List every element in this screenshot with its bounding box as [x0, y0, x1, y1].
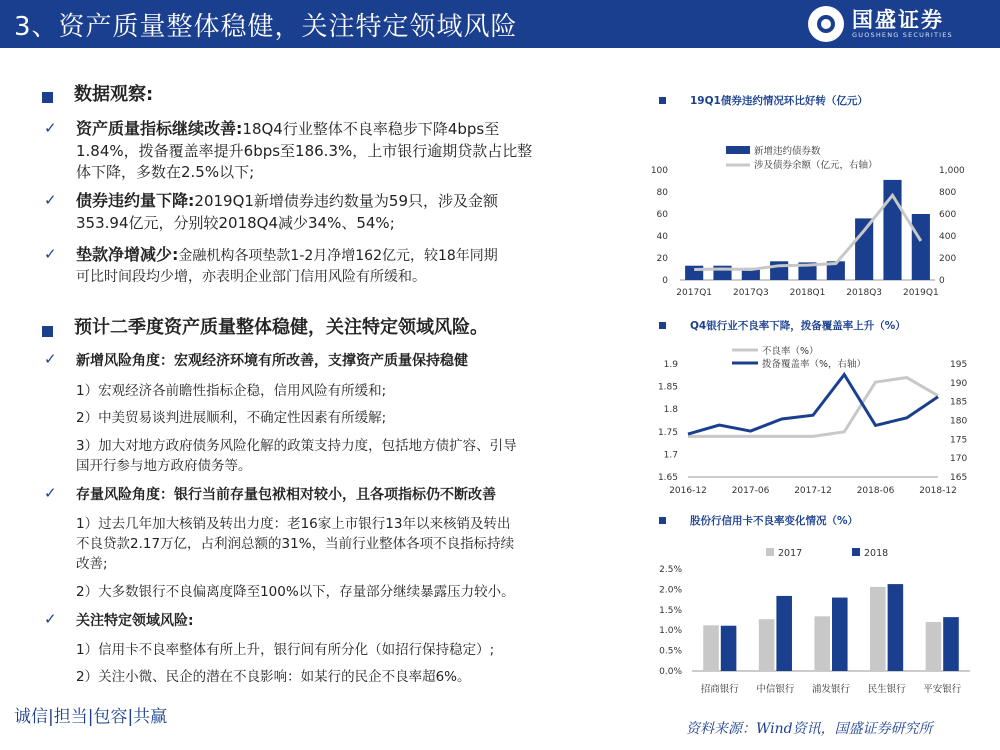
y-tick-label: 0.0%	[659, 667, 682, 677]
chart-credit-card-npl	[640, 540, 980, 700]
legend-label: 新增违约债券数	[754, 146, 821, 157]
y2-tick-label: 185	[950, 397, 968, 408]
y2-tick-label: 600	[939, 210, 957, 220]
list-item: 2）中美贸易谈判进展顺利，不确定性因素有所缓解;	[76, 410, 387, 426]
list-item: 国开行参与地方政府债务等。	[76, 458, 252, 474]
chart2-title: Q4银行业不良率下降，拨备覆盖率上升（%）	[690, 320, 906, 332]
y-tick-label: 1.75	[657, 427, 678, 438]
bullet-bond-default	[76, 191, 498, 212]
section-title-outlook: 预计二季度资产质量整体稳健，关注特定领域风险。	[74, 317, 488, 338]
bar	[943, 617, 959, 671]
legend-label: 2017	[778, 548, 803, 559]
bullet-label: 资产质量指标继续改善:	[76, 119, 243, 138]
bar	[685, 266, 703, 280]
y-tick-label: 2.0%	[659, 585, 682, 596]
y-tick-label: 60	[656, 210, 668, 220]
check-icon: ✓	[44, 245, 57, 263]
bullet-text: 可比时间段均少增，亦表明企业部门信用风险有所缓和。	[76, 269, 426, 285]
legend-swatch	[766, 548, 774, 556]
header-bar	[0, 0, 1000, 48]
y2-tick-label: 190	[950, 378, 968, 389]
bar	[926, 622, 942, 671]
y-tick-label: 1.5%	[659, 605, 682, 616]
bullet-text: 1.84%，拨备覆盖率提升6bps至186.3%，上市银行逾期贷款占比整	[76, 142, 533, 160]
bar	[721, 626, 737, 671]
series-line	[688, 375, 938, 435]
x-tick-label: 民生银行	[867, 684, 906, 695]
bullet-label: 垫款净增减少:	[76, 245, 179, 264]
x-tick-label: 2018-12	[919, 486, 957, 496]
y-tick-label: 1.65	[657, 473, 678, 483]
y2-tick-label: 1,000	[939, 166, 965, 176]
brand-logo	[808, 4, 994, 44]
list-item: 2）大多数银行不良偏离度降至100%以下，存量部分继续暴露压力较小。	[76, 584, 515, 600]
bar	[759, 619, 775, 671]
y2-tick-label: 200	[939, 254, 957, 264]
page-title: 3、资产质量整体稳健，关注特定领域风险	[14, 12, 518, 42]
list-item: 1）宏观经济各前瞻性指标企稳，信用风险有所缓和;	[76, 383, 387, 399]
legend-swatch	[852, 548, 860, 556]
bar	[870, 587, 886, 671]
chart-title-icon	[659, 322, 666, 329]
y-tick-label: 1.7	[663, 450, 678, 461]
y2-tick-label: 175	[950, 435, 968, 446]
subsection-title-new-risk: 新增风险角度：宏观经济环境有所改善，支撑资产质量保持稳健	[76, 353, 468, 369]
x-tick-label: 2016-12	[669, 486, 707, 496]
bar	[912, 214, 930, 280]
list-item: 改善;	[76, 556, 108, 572]
x-tick-label: 2018-06	[856, 486, 895, 496]
legend-label: 不良率（%）	[762, 346, 819, 357]
y-tick-label: 1.85	[657, 382, 678, 393]
section-title-data-observation: 数据观察:	[74, 84, 154, 105]
x-tick-label: 2017Q1	[676, 288, 713, 298]
y2-tick-label: 800	[939, 188, 957, 198]
y2-tick-label: 165	[950, 473, 968, 483]
list-item: 不良贷款2.17万亿，占利润总额的31%，当前行业整体各项不良指标持续	[76, 536, 515, 552]
x-tick-label: 中信银行	[756, 684, 795, 695]
check-icon: ✓	[44, 119, 57, 137]
x-tick-label: 2019Q1	[902, 288, 939, 298]
legend-swatch	[726, 146, 750, 154]
y-tick-label: 40	[656, 232, 668, 242]
chart-bond-default	[640, 140, 980, 305]
x-tick-label: 浦发银行	[811, 684, 851, 695]
y-tick-label: 100	[650, 166, 668, 176]
check-icon: ✓	[44, 484, 57, 502]
footer-source: 资料来源：Wind资讯，国盛证券研究所	[686, 721, 933, 737]
list-item: 1）信用卡不良率整体有所上升，银行间有所分化（如招行保持稳定）;	[76, 642, 495, 658]
x-tick-label: 2017-06	[731, 486, 770, 496]
x-tick-label: 2018Q1	[789, 288, 826, 298]
bullet-text: 18Q4行业整体不良率稳步下降4bps至	[242, 120, 500, 138]
y-tick-label: 0.5%	[659, 646, 682, 657]
footer-slogan: 诚信|担当|包容|共赢	[14, 707, 168, 727]
chart-npl-provision	[640, 338, 980, 500]
x-tick-label: 招商银行	[700, 684, 739, 695]
logo-icon	[808, 6, 844, 42]
legend-label: 拨备覆盖率（%，右轴）	[762, 359, 867, 370]
list-item: 1）过去几年加大核销及转出力度：老16家上市银行13年以来核销及转出	[76, 516, 511, 532]
section-bullet-icon	[42, 92, 53, 103]
y-tick-label: 1.9	[663, 360, 678, 370]
bar	[832, 598, 848, 671]
bar	[855, 218, 873, 280]
y2-tick-label: 0	[939, 276, 945, 286]
bar	[776, 596, 792, 671]
y2-tick-label: 170	[950, 454, 968, 465]
bullet-asset-quality	[76, 119, 499, 140]
bar	[888, 584, 904, 671]
legend-label: 涉及债券余额（亿元，右轴）	[754, 160, 878, 171]
bullet-label: 债券违约量下降:	[76, 191, 195, 210]
bullet-text: 体下降，多数在2.5%以下;	[76, 163, 255, 181]
subsection-title-stock-risk: 存量风险角度：银行当前存量包袱相对较小，且各项指标仍不断改善	[76, 487, 496, 503]
check-icon: ✓	[44, 191, 57, 209]
x-tick-label: 平安银行	[923, 684, 962, 695]
list-item: 3）加大对地方政府债务风险化解的政策支持力度，包括地方债扩容、引导	[76, 438, 517, 454]
section-bullet-icon	[42, 326, 53, 337]
legend-label: 2018	[864, 548, 889, 559]
subsection-title-specific-risk: 关注特定领域风险:	[76, 613, 194, 629]
bullet-text: 金融机构各项垫款1-2月净增162亿元，较18年同期	[178, 248, 498, 264]
logo-name: 国盛证券	[852, 8, 944, 32]
check-icon: ✓	[44, 350, 57, 368]
logo-subtitle: GUOSHENG SECURITIES	[852, 31, 953, 39]
y2-tick-label: 195	[950, 360, 968, 370]
bar	[814, 616, 830, 671]
chart3-title: 股份行信用卡不良率变化情况（%）	[690, 515, 859, 527]
y-tick-label: 1.8	[663, 405, 678, 416]
chart1-title: 19Q1债券违约情况环比好转（亿元）	[690, 95, 868, 107]
list-item: 2）关注小微、民企的潜在不良影响：如某行的民企不良率超6%。	[76, 669, 471, 685]
check-icon: ✓	[44, 610, 57, 628]
x-tick-label: 2018Q3	[846, 288, 883, 298]
x-tick-label: 2017Q3	[732, 288, 769, 298]
y-tick-label: 80	[656, 188, 668, 198]
bar	[703, 625, 719, 671]
y-tick-label: 1.0%	[659, 626, 682, 637]
y2-tick-label: 400	[939, 232, 957, 242]
bullet-text: 2019Q1新增债券违约数量为59只，涉及金额	[194, 192, 499, 210]
y-tick-label: 20	[656, 254, 668, 264]
x-tick-label: 2017-12	[794, 486, 832, 496]
bullet-text: 353.94亿元，分别较2018Q4减少34%、54%;	[76, 214, 395, 232]
bullet-advances	[76, 245, 498, 266]
y-tick-label: 0	[662, 276, 668, 286]
y2-tick-label: 180	[950, 416, 968, 427]
chart-title-icon	[659, 517, 666, 524]
y-tick-label: 2.5%	[659, 565, 682, 575]
chart-title-icon	[659, 97, 666, 104]
